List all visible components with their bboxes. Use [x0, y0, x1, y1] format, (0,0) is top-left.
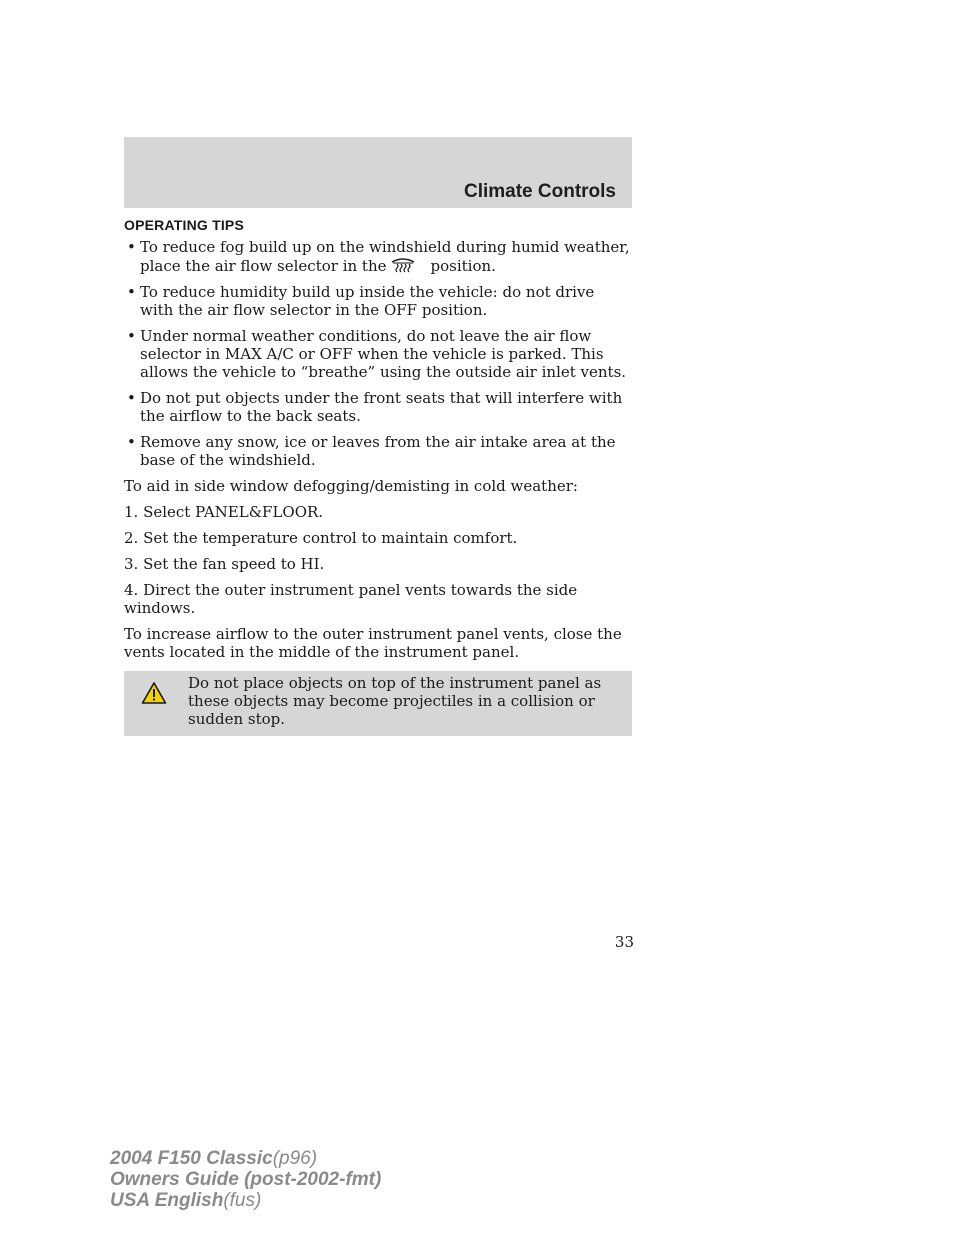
footer-line: [110, 1190, 381, 1211]
footer-guide: Owners Guide (post-2002-fmt): [110, 1169, 382, 1190]
bullet-glyph: •: [127, 283, 136, 301]
list-item: [124, 327, 632, 381]
bullet-text: Under normal weather conditions, do not leave the air flow selector in MAX A/C or OFF when the vehicle is parked. This allows the vehicle to “breathe” using the outside air inlet vents.: [140, 327, 627, 381]
bullet-glyph: •: [127, 389, 136, 407]
step-item: 3. Set the fan speed to HI.: [124, 555, 325, 573]
warning-triangle-icon: [141, 681, 167, 705]
footer-line: [110, 1148, 381, 1169]
list-item: [124, 283, 632, 319]
bullet-glyph: •: [127, 238, 136, 256]
section-heading: OPERATING TIPS: [124, 217, 244, 233]
footer: [110, 1148, 381, 1211]
tips-list: [124, 238, 632, 469]
bullet-text-end: position.: [430, 257, 496, 275]
step-item: 1. Select PANEL&FLOOR.: [124, 503, 324, 521]
closing-paragraph: To increase airflow to the outer instrument panel vents, close the vents located in the middle of the instrument panel.: [124, 625, 622, 661]
warning-text: Do not place objects on top of the instrument panel as these objects may become projectiles in a collision or sudden stop.: [188, 674, 602, 728]
warning-box: [124, 671, 632, 736]
header-band: [124, 137, 632, 208]
step-item: 2. Set the temperature control to maintain comfort.: [124, 529, 518, 547]
main-content: [124, 216, 632, 736]
list-item: [124, 433, 632, 469]
list-item: [124, 389, 632, 425]
footer-language: USA English: [110, 1190, 224, 1211]
bullet-text: Do not put objects under the front seats that will interfere with the airflow to the back seats.: [140, 389, 623, 425]
footer-model-code: (p96): [272, 1148, 318, 1169]
footer-language-code: (fus): [223, 1190, 262, 1211]
bullet-text: To reduce fog build up on the windshield during humid weather, place the air flow selector in the: [140, 238, 630, 275]
bullet-text: Remove any snow, ice or leaves from the air intake area at the base of the windshield.: [140, 433, 616, 469]
footer-model: 2004 F150 Classic: [110, 1148, 273, 1169]
windshield-defrost-icon: [390, 256, 416, 274]
page-number: 33: [614, 933, 634, 951]
page-title: Climate Controls: [463, 181, 616, 202]
intro-paragraph: To aid in side window defogging/demisting in cold weather:: [124, 477, 578, 495]
list-item: [124, 238, 632, 275]
bullet-glyph: •: [127, 433, 136, 451]
bullet-text: To reduce humidity build up inside the vehicle: do not drive with the air flow selector in the OFF position.: [140, 283, 595, 319]
bullet-glyph: •: [127, 327, 136, 345]
step-item: 4. Direct the outer instrument panel vents towards the side windows.: [124, 581, 578, 617]
